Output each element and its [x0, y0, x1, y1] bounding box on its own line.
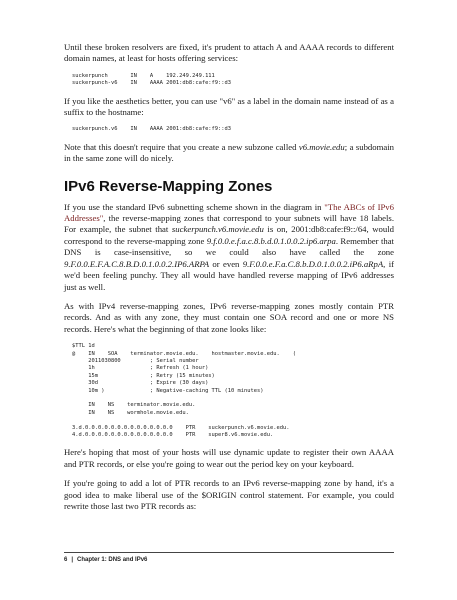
cross-reference-link[interactable]: "The ABCs of IPv6 Addresses"	[64, 201, 394, 224]
section-heading: IPv6 Reverse-Mapping Zones	[64, 177, 273, 195]
code-block-records: suckerpunch IN A 192.249.249.111 suckerpunch-v6 IN AAAA 2001:db8:cafe:f9::d3	[72, 72, 232, 87]
code-block-v6-label: suckerpunch.v6 IN AAAA 2001:db8:cafe:f9::d3	[72, 126, 232, 133]
chapter-title: Chapter 1: DNS and IPv6	[77, 557, 148, 563]
paragraph-v6-label: If you like the aesthetics better, you can use "v6" as a label in the domain name instead of as a suffix to the hostname:	[64, 95, 394, 118]
paragraph-dynamic-update: Here's hoping that most of your hosts will use dynamic update to register their own AAAA and PTR records, or else you're going to wear out the period key on your keyboard.	[64, 447, 394, 469]
paragraph-origin: If you're going to add a lot of PTR records to an IPv6 reverse-mapping zone by hand, it's a good idea to make liberal use of the $ORIGIN control statement. For example, you could rewrite those last two PTR records as:	[64, 478, 394, 512]
page-number: 6	[64, 557, 68, 563]
paragraph-subnetting: If you use the standard IPv6 subnetting scheme shown in the diagram in "The ABCs of IPv6 Addresses", the reverse-mapping zones that correspond to your subnets will have 18 labels. For example, the subnet that suckerpunch.v6.movie.edu is on, 2001:db8:cafe:f9::/64, would correspond to the reverse-mapping zone 9.f.0.0.e.f.a.c.8.b.d.0.1.0.0.2.ip6.arpa. Remember that DNS is case-insensitive, so we could also have called the zone 9.F.0.0.E.F.A.C.8.B.D.0.1.0.0.2.IP6.ARPA or even 9.F.0.0.e.F.a.C.8.b.D.0.1.0.0.2.iP6.aRpA, if we'd been feeling punchy. They all would have handled reverse mapping of IPv6 addresses just as well.	[64, 201, 395, 292]
paragraph-subzone: Note that this doesn't require that you create a new subzone called v6.movie.edu; a subdomain in the same zone will do nicely.	[64, 141, 394, 164]
page-footer	[64, 552, 394, 563]
code-block-zone: $TTL 1d @ IN SOA terminator.movie.edu. hostmaster.movie.edu. ( 2011030800 ; Serial number 1h ; Refresh (1 hour) 15m ; Retry (15 minutes) 30d ; Expire (30 days) 10m ) ; Negative-caching TTL (10 minutes) IN NS terminator.movie.edu. IN NS wormhole.movie.edu. 3.d.0.0.0.0.0.0.0.0.0.0.0.0.0.0 PTR suckerpunch.v6.movie.edu. 4.d.0.0.0.0.0.0.0.0.0.0.0.0.0.0 PTR super8.v6.movie.edu.	[72, 343, 296, 438]
domain-name: v6.movie.edu	[298, 141, 345, 152]
page-content	[64, 42, 394, 520]
paragraph-resolvers: Until these broken resolvers are fixed, it's prudent to attach A and AAAA records to different domain names, at least for hosts offering services:	[64, 42, 394, 64]
paragraph-ptr-records: As with IPv4 reverse-mapping zones, IPv6 reverse-mapping zones mostly contain PTR records. And as with any zone, they must contain one SOA record and one or more NS records. Here's what the beginning of that zone looks like:	[64, 300, 394, 334]
footer-separator: |	[71, 557, 74, 563]
